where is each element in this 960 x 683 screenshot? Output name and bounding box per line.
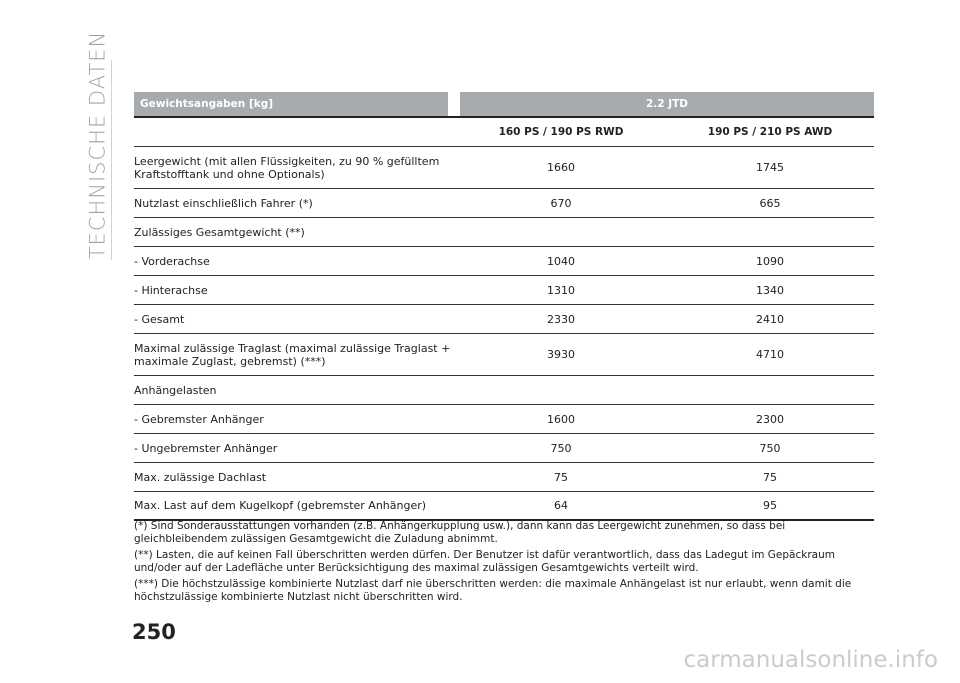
footnote: (*) Sind Sonderausstattungen vorhanden (z.B. Anhängerkupplung usw.), dann kann das Leergewicht zunehmen, so dass bei gleichbleibendem zulässigen Gesamtgewicht die Zuladung abnimmt.: [134, 520, 786, 545]
footnote: (**) Lasten, die auf keinen Fall überschritten werden dürfen. Der Benutzer ist dafür verantwortlich, dass das Ladegut im Gepäckraum und/oder auf der Ladefläche unter Berücksichtigung des maximal zulässigen Gesamtgewichts verteilt wird.: [134, 549, 835, 574]
table-row: Nutzlast einschließlich Fahrer (*) 670 665: [134, 189, 874, 218]
col-awd: 190 PS / 210 PS AWD: [707, 126, 833, 138]
table-row: Max. zulässige Dachlast 75 75: [134, 463, 874, 492]
subheader-row: [134, 118, 874, 147]
section-side-title-text: TECHNISCHE DATEN: [85, 30, 109, 259]
table-row: Anhängelasten: [134, 376, 874, 405]
table-row: Zulässiges Gesamtgewicht (**): [134, 218, 874, 247]
side-rule: [111, 60, 112, 260]
col-rwd: 160 PS / 190 PS RWD: [498, 126, 624, 138]
table-row: - Hinterachse 1310 1340: [134, 276, 874, 305]
weights-table: [134, 92, 874, 521]
table-row: Max. Last auf dem Kugelkopf (gebremster Anhänger) 64 95: [134, 492, 874, 521]
header-engine: 2.2 JTD: [460, 92, 874, 116]
table-row: - Gebremster Anhänger 1600 2300: [134, 405, 874, 434]
table-header: [134, 92, 874, 116]
header-weights-label: Gewichtsangaben [kg]: [134, 92, 448, 116]
table-row: Leergewicht (mit allen Flüssigkeiten, zu 90 % gefülltem Kraftstofftank und ohne Optionals) 1660 1745: [134, 147, 874, 189]
watermark: carmanualsonline.info: [683, 647, 938, 673]
table-row: - Vorderachse 1040 1090: [134, 247, 874, 276]
page-number: 250: [132, 620, 176, 644]
footnote: (***) Die höchstzulässige kombinierte Nutzlast darf nie überschritten werden: die maximale Anhängelast ist nur erlaubt, wenn damit die höchstzulässige kombinierte Nutzlast nicht überschritten wird.: [134, 578, 852, 603]
table-row: - Gesamt 2330 2410: [134, 305, 874, 334]
table-row: - Ungebremster Anhänger 750 750: [134, 434, 874, 463]
table-row: Maximal zulässige Traglast (maximal zulässige Traglast + maximale Zuglast, gebremst) (***) 3930 4710: [134, 334, 874, 376]
section-side-title: [82, 30, 112, 259]
footnotes: [134, 520, 874, 607]
